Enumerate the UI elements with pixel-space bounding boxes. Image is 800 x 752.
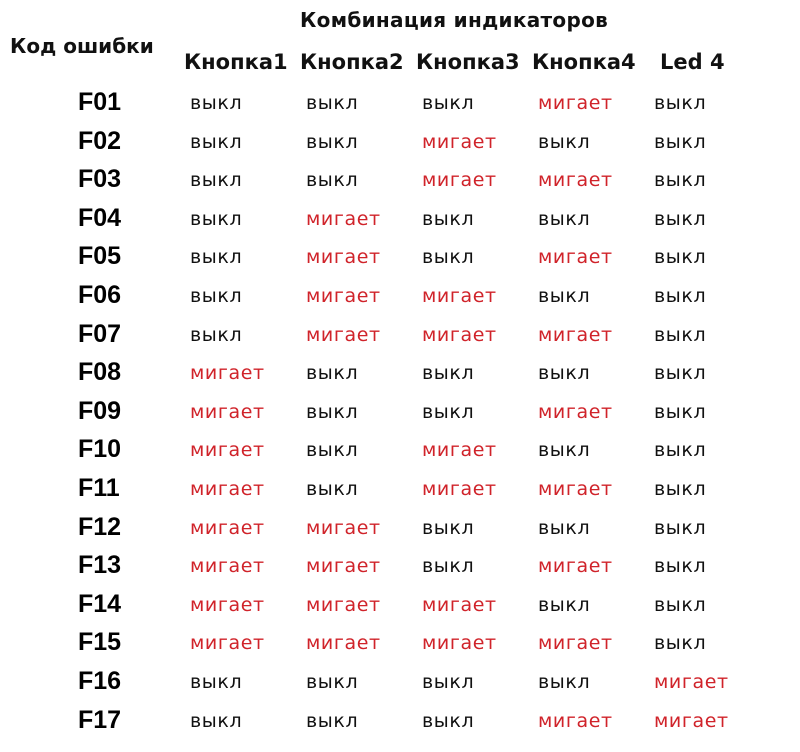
indicator-state-blink: мигает — [306, 593, 381, 616]
indicator-state-off: выкл — [538, 670, 591, 693]
indicator-state-off: выкл — [190, 207, 243, 230]
indicator-state-blink: мигает — [190, 516, 265, 539]
error-code: F07 — [78, 319, 122, 348]
error-code: F17 — [78, 705, 122, 734]
column-header-button2: Кнопка2 — [300, 50, 404, 74]
table-row — [0, 511, 800, 550]
column-header-button4: Кнопка4 — [532, 50, 636, 74]
table-row — [0, 665, 800, 704]
error-code: F01 — [78, 88, 122, 116]
indicator-state-off: выкл — [654, 632, 707, 655]
indicator-state-blink: мигает — [306, 516, 381, 539]
indicator-state-off: выкл — [306, 439, 359, 462]
error-code: F04 — [78, 203, 122, 232]
table-row — [0, 433, 800, 472]
indicator-state-blink: мигает — [422, 284, 497, 307]
error-code: F05 — [78, 242, 122, 271]
indicator-state-off: выкл — [654, 477, 707, 500]
table-row — [0, 704, 800, 743]
error-code: F11 — [78, 473, 120, 502]
indicator-state-off: выкл — [190, 130, 243, 153]
indicator-state-off: выкл — [306, 709, 359, 732]
error-code: F15 — [78, 628, 122, 657]
indicator-state-blink: мигает — [190, 400, 265, 423]
indicator-state-blink: мигает — [538, 709, 613, 732]
indicator-state-blink: мигает — [422, 593, 497, 616]
indicator-state-blink: мигает — [422, 130, 497, 153]
indicator-state-off: выкл — [306, 169, 359, 192]
indicator-state-off: выкл — [538, 516, 591, 539]
indicator-state-off: выкл — [422, 709, 475, 732]
table-row — [0, 549, 800, 588]
indicator-state-blink: мигает — [306, 323, 381, 346]
indicator-state-off: выкл — [190, 323, 243, 346]
indicator-state-blink: мигает — [190, 362, 265, 385]
indicator-state-off: выкл — [654, 400, 707, 423]
indicator-state-off: выкл — [422, 92, 475, 114]
indicator-state-blink: мигает — [422, 439, 497, 462]
indicator-state-off: выкл — [538, 207, 591, 230]
indicator-state-off: выкл — [306, 477, 359, 500]
indicator-state-blink: мигает — [538, 169, 613, 192]
indicator-state-off: выкл — [422, 246, 475, 269]
indicator-state-off: выкл — [422, 670, 475, 693]
indicator-state-off: выкл — [422, 516, 475, 539]
indicator-state-off: выкл — [538, 439, 591, 462]
indicator-state-off: выкл — [654, 439, 707, 462]
error-code: F03 — [78, 165, 122, 194]
indicator-state-blink: мигает — [654, 709, 729, 732]
error-code: F02 — [78, 126, 122, 155]
error-code-header: Код ошибки — [10, 34, 154, 58]
table-row — [0, 163, 800, 202]
indicator-state-blink: мигает — [422, 477, 497, 500]
indicator-state-blink: мигает — [190, 439, 265, 462]
table-row — [0, 472, 800, 511]
error-code: F10 — [78, 435, 122, 464]
indicator-state-off: выкл — [306, 362, 359, 385]
indicator-state-blink: мигает — [538, 400, 613, 423]
indicator-state-blink: мигает — [306, 284, 381, 307]
column-headers — [0, 50, 800, 84]
table-row — [0, 86, 800, 125]
indicator-state-off: выкл — [538, 130, 591, 153]
indicator-state-off: выкл — [654, 323, 707, 346]
indicator-state-off: выкл — [654, 207, 707, 230]
indicator-state-off: выкл — [654, 362, 707, 385]
indicator-state-off: выкл — [654, 169, 707, 192]
error-code: F13 — [78, 551, 122, 580]
column-header-button3: Кнопка3 — [416, 50, 520, 74]
column-header-led4: Led 4 — [660, 50, 725, 74]
indicator-state-off: выкл — [654, 130, 707, 153]
indicator-state-blink: мигает — [538, 555, 613, 578]
indicator-state-off: выкл — [654, 516, 707, 539]
table-row — [0, 395, 800, 434]
indicator-state-blink: мигает — [422, 632, 497, 655]
indicator-state-blink: мигает — [306, 246, 381, 269]
column-header-button1: Кнопка1 — [184, 50, 288, 74]
indicator-state-off: выкл — [190, 670, 243, 693]
indicator-state-blink: мигает — [538, 477, 613, 500]
indicator-state-blink: мигает — [422, 323, 497, 346]
indicator-state-blink: мигает — [538, 323, 613, 346]
indicator-state-off: выкл — [190, 169, 243, 192]
indicator-state-blink: мигает — [538, 632, 613, 655]
indicator-state-off: выкл — [190, 246, 243, 269]
table-row — [0, 626, 800, 665]
indicator-state-off: выкл — [306, 400, 359, 423]
table-body — [0, 86, 800, 742]
table-row — [0, 202, 800, 241]
indicator-combination-title: Комбинация индикаторов — [300, 8, 609, 32]
error-code: F06 — [78, 280, 122, 309]
indicator-state-blink: мигает — [306, 207, 381, 230]
indicator-state-off: выкл — [190, 92, 243, 114]
table-row — [0, 588, 800, 627]
error-code: F09 — [78, 396, 122, 425]
table-row — [0, 356, 800, 395]
indicator-state-off: выкл — [190, 284, 243, 307]
indicator-state-off: выкл — [538, 284, 591, 307]
indicator-state-off: выкл — [654, 284, 707, 307]
table-row — [0, 318, 800, 357]
error-code: F12 — [78, 512, 122, 541]
indicator-state-off: выкл — [306, 130, 359, 153]
error-code: F08 — [78, 358, 122, 387]
indicator-state-off: выкл — [654, 92, 707, 114]
indicator-state-off: выкл — [538, 362, 591, 385]
indicator-state-off: выкл — [422, 207, 475, 230]
error-code: F16 — [78, 666, 122, 695]
table-row — [0, 279, 800, 318]
indicator-state-blink: мигает — [538, 246, 613, 269]
indicator-state-blink: мигает — [422, 169, 497, 192]
indicator-state-off: выкл — [422, 400, 475, 423]
indicator-state-off: выкл — [190, 709, 243, 732]
indicator-state-off: выкл — [654, 555, 707, 578]
indicator-state-blink: мигает — [190, 632, 265, 655]
indicator-state-off: выкл — [422, 362, 475, 385]
indicator-state-off: выкл — [538, 593, 591, 616]
indicator-state-off: выкл — [306, 92, 359, 114]
indicator-state-blink: мигает — [306, 632, 381, 655]
indicator-state-blink: мигает — [190, 593, 265, 616]
error-code: F14 — [78, 589, 122, 618]
indicator-state-blink: мигает — [306, 555, 381, 578]
indicator-state-off: выкл — [422, 555, 475, 578]
indicator-state-off: выкл — [654, 246, 707, 269]
indicator-state-blink: мигает — [190, 555, 265, 578]
indicator-state-off: выкл — [654, 593, 707, 616]
indicator-state-blink: мигает — [190, 477, 265, 500]
indicator-state-blink: мигает — [654, 670, 729, 693]
table-row — [0, 125, 800, 164]
indicator-state-off: выкл — [306, 670, 359, 693]
table-row — [0, 240, 800, 279]
indicator-state-blink: мигает — [538, 92, 613, 114]
